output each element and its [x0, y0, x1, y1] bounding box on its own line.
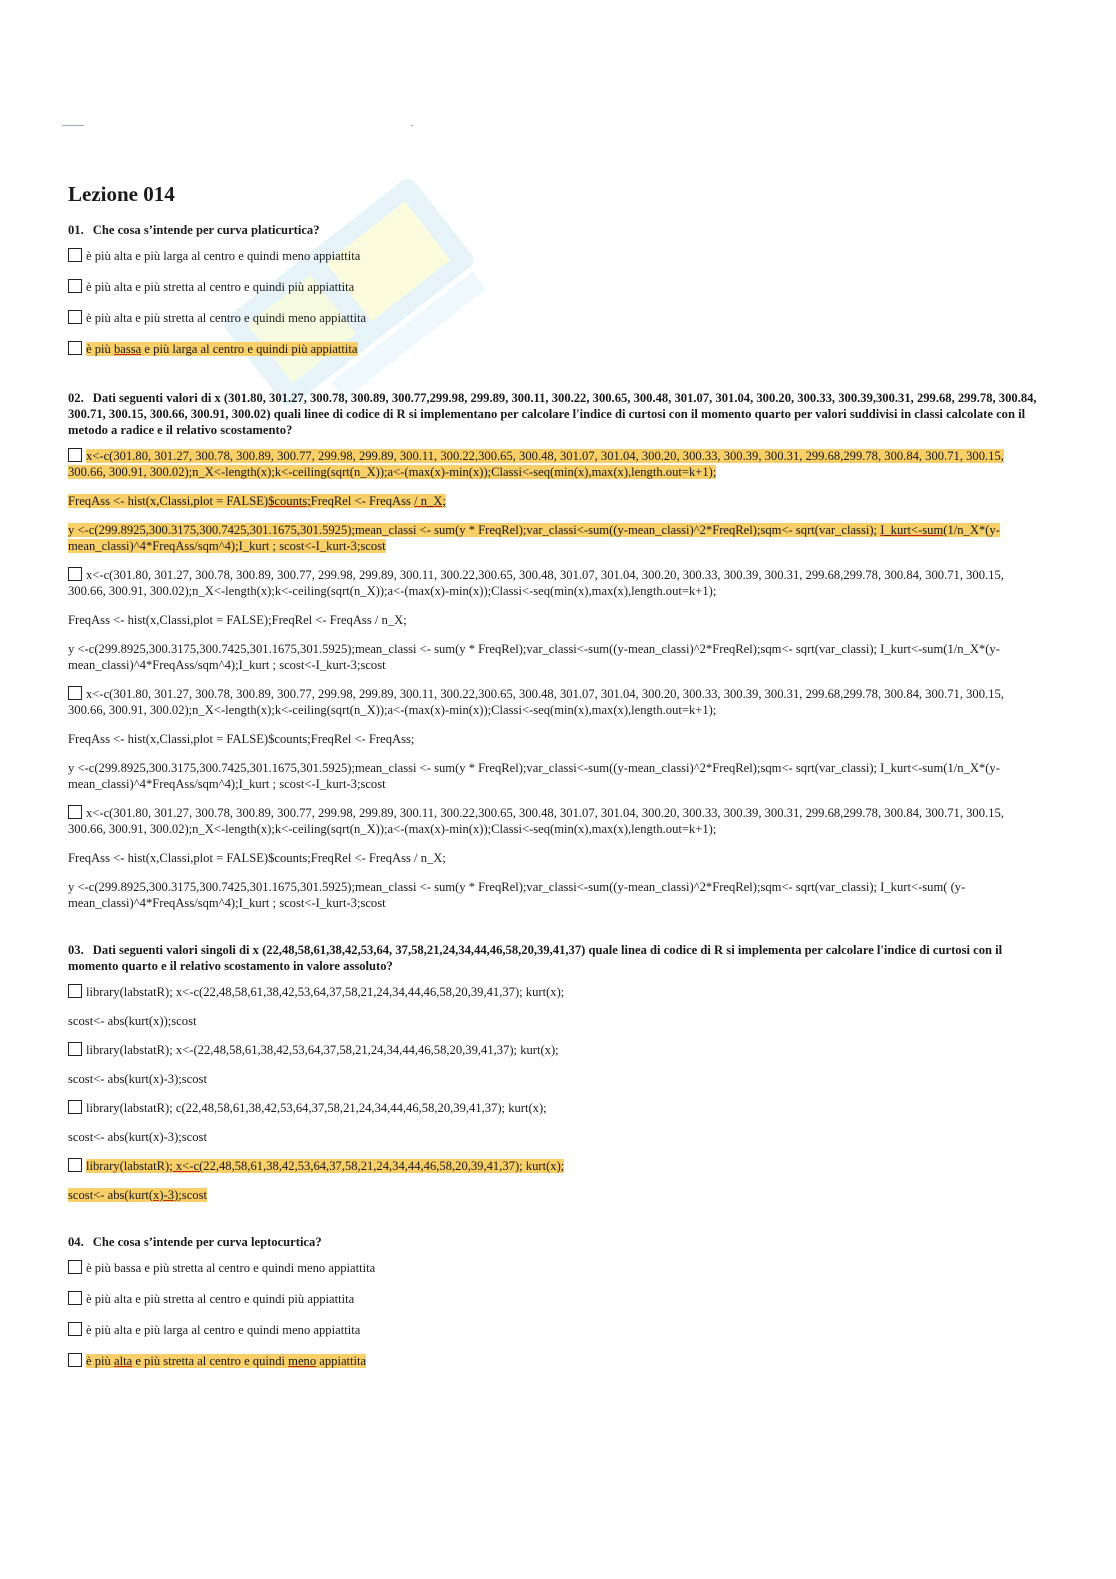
code-text: library(labstatR); x<-c(22,48,58,61,38,42,53,64,37,58,21,24,34,44,46,58,20,39,41,37); kurt(x);: [86, 985, 565, 999]
q2-option-2-line-3: y <-c(299.8925,300.3175,300.7425,301.1675,301.5925);mean_classi <- sum(y * FreqRel);var_classi<-sum((y-mean_classi)^2*FreqRel);sqm<- sqrt(var_classi); I_kurt<-sum(1/n_X*(y-mean_classi)^4*FreqAss/sqm^4);I_kurt ; scost<-I_kurt-3;scost: [68, 642, 1000, 672]
code-text: x<-c(301.80, 301.27, 300.78, 300.89, 300.77, 299.98, 299.89, 300.11, 300.22,300.65, 300.48, 301.07, 301.04, 300.20, 300.33, 300.39, 300.31, 299.68,299.78, 300.84, 300.71, 300.15, 300.66, 300.91, 300.02);n_X<-length(x);k<-ceiling(sqrt(n_X));a<-(max(x)-min(x));Classi<-seq(min(x),max(x),length.out=k+1);: [68, 568, 1004, 598]
checkbox[interactable]: [68, 1291, 82, 1305]
answer-underlined: bassa: [113, 342, 142, 356]
q2-option-correct[interactable]: [68, 448, 1043, 480]
lesson-title: Lezione 014: [68, 182, 175, 206]
spacer: [68, 924, 1043, 942]
q4-option-2[interactable]: [68, 1291, 1043, 1307]
answer-part: è più: [86, 1354, 114, 1368]
q1-option-1[interactable]: [68, 248, 1043, 264]
checkbox[interactable]: [68, 1100, 82, 1114]
q4-option-correct[interactable]: [68, 1353, 1043, 1369]
q2-option-4[interactable]: [68, 805, 1043, 837]
checkbox[interactable]: [68, 279, 82, 293]
code-part: FreqRel <- FreqAss: [310, 494, 415, 508]
q2-option-4-line-2: FreqAss <- hist(x,Classi,plot = FALSE)$counts;FreqRel <- FreqAss / n_X;: [68, 851, 446, 865]
checkbox[interactable]: [68, 248, 82, 262]
q4-option-3[interactable]: [68, 1322, 1043, 1338]
highlighted-code: x<-c(301.80, 301.27, 300.78, 300.89, 300.77, 299.98, 299.89, 300.11, 300.22,300.65, 300.48, 301.07, 301.04, 300.20, 300.33, 300.39, 300.31, 299.68,299.78, 300.84, 300.71, 300.15, 300.66, 300.91, 300.02);n_X<-length(x);k<-ceiling(sqrt(n_X));a<-(max(x)-min(x));Classi<-seq(min(x),max(x),length.out=k+1);: [68, 449, 1004, 479]
q2-correct-line-3: [68, 522, 1043, 554]
code-text: library(labstatR); c(22,48,58,61,38,42,53,64,37,58,21,24,34,44,46,58,20,39,41,37); kurt(x);: [86, 1101, 547, 1115]
code-underlined: $counts;: [268, 494, 311, 508]
checkbox[interactable]: [68, 1353, 82, 1367]
option-text: è più alta e più larga al centro e quindi meno appiattita: [86, 1323, 361, 1337]
code-part: (1/n_X*(y-mean_classi)^4*FreqAss/sqm^4);I_kurt ; scost<-I_kurt-3;scost: [68, 523, 1000, 553]
answer-underlined: meno: [288, 1354, 317, 1368]
question-4: [68, 1234, 1043, 1250]
code-part: 22,48,58,61,38,42,53,64,37,58,21,24,34,44,46,58,20,39,41,37); kurt(x);: [203, 1159, 565, 1173]
answer-part: appiattita: [316, 1354, 367, 1368]
q1-option-2[interactable]: [68, 279, 1043, 295]
option-text: è più alta e più larga al centro e quindi meno appiattita: [86, 249, 361, 263]
q3-option-2[interactable]: [68, 1042, 1043, 1058]
q3-option-3-line-2: scost<- abs(kurt(x)-3);scost: [68, 1130, 207, 1144]
header-rule-left: [62, 125, 84, 126]
content: [68, 180, 1043, 1384]
checkbox[interactable]: [68, 805, 82, 819]
q3-option-3[interactable]: [68, 1100, 1043, 1116]
q1-option-correct[interactable]: [68, 341, 1043, 357]
q2-option-4-line-3: y <-c(299.8925,300.3175,300.7425,301.1675,301.5925);mean_classi <- sum(y * FreqRel);var_classi<-sum((y-mean_classi)^2*FreqRel);sqm<- sqrt(var_classi); I_kurt<-sum( (y-mean_classi)^4*FreqAss/sqm^4);I_kurt ; scost<-I_kurt-3;scost: [68, 880, 966, 910]
question-text: Che cosa s’intende per curva platicurtica?: [92, 223, 320, 237]
code-text: x<-c(301.80, 301.27, 300.78, 300.89, 300.77, 299.98, 299.89, 300.11, 300.22,300.65, 300.48, 301.07, 301.04, 300.20, 300.33, 300.39, 300.31, 299.68,299.78, 300.84, 300.71, 300.15, 300.66, 300.91, 300.02);n_X<-length(x);k<-ceiling(sqrt(n_X));a<-(max(x)-min(x));Classi<-seq(min(x),max(x),length.out=k+1);: [68, 806, 1004, 836]
highlighted-code: [86, 1159, 564, 1173]
checkbox[interactable]: [68, 1260, 82, 1274]
q2-option-2-line-2: FreqAss <- hist(x,Classi,plot = FALSE);FreqRel <- FreqAss / n_X;: [68, 613, 407, 627]
checkbox[interactable]: [68, 341, 82, 355]
spacer: [68, 372, 1043, 390]
option-text: è più alta e più stretta al centro e quindi più appiattita: [86, 280, 355, 294]
checkbox[interactable]: [68, 1158, 82, 1172]
code-underlined: / n_X;: [414, 494, 446, 508]
question-3: [68, 942, 1043, 974]
checkbox[interactable]: [68, 1322, 82, 1336]
code-text: library(labstatR); x<-(22,48,58,61,38,42,53,64,37,58,21,24,34,44,46,58,20,39,41,37); kurt(x);: [86, 1043, 559, 1057]
code-text: x<-c(301.80, 301.27, 300.78, 300.89, 300.77, 299.98, 299.89, 300.11, 300.22,300.65, 300.48, 301.07, 301.04, 300.20, 300.33, 300.39, 300.31, 299.68,299.78, 300.84, 300.71, 300.15, 300.66, 300.91, 300.02);n_X<-length(x);k<-ceiling(sqrt(n_X));a<-(max(x)-min(x));Classi<-seq(min(x),max(x),length.out=k+1);: [68, 687, 1004, 717]
question-1: [68, 222, 1043, 238]
question-text: Dati seguenti valori di x (301.80, 301.27, 300.78, 300.89, 300.77,299.98, 299.89, 300.11, 300.22, 300.65, 300.48, 301.07, 301.04, 300.20, 300.33, 300.39,300.31, 299.68, 299.78, 300.84, 300.71, 300.15, 300.66, 300.91, 300.02) quali linee di codice di R si implementano per calcolare l'indice di curtosi con il momento quarto per valori suddivisi in classi calcolate con il metodo a radice e il relativo scostamento?: [68, 391, 1037, 437]
answer-underlined: alta: [113, 1354, 133, 1368]
q2-option-3[interactable]: [68, 686, 1043, 718]
q2-option-2[interactable]: [68, 567, 1043, 599]
checkbox[interactable]: [68, 686, 82, 700]
q2-option-3-line-3: y <-c(299.8925,300.3175,300.7425,301.1675,301.5925);mean_classi <- sum(y * FreqRel);var_classi<-sum((y-mean_classi)^2*FreqRel);sqm<- sqrt(var_classi); I_kurt<-sum(1/n_X*(y-mean_classi)^4*FreqAss/sqm^4);I_kurt ; scost<-I_kurt-3;scost: [68, 761, 1000, 791]
code-part: library(labstatR);: [86, 1159, 173, 1173]
checkbox[interactable]: [68, 448, 82, 462]
checkbox[interactable]: [68, 310, 82, 324]
answer-part: è più: [86, 342, 114, 356]
q3-option-2-line-2: scost<- abs(kurt(x)-3);scost: [68, 1072, 207, 1086]
option-text: è più alta e più stretta al centro e quindi meno appiattita: [86, 311, 367, 325]
q2-correct-line-2: [68, 493, 1043, 509]
q3-option-correct[interactable]: [68, 1158, 1043, 1174]
highlighted-code: [68, 494, 446, 508]
question-2: [68, 390, 1043, 438]
question-number: 03.: [68, 943, 84, 957]
checkbox[interactable]: [68, 1042, 82, 1056]
q3-option-1-line-2: scost<- abs(kurt(x));scost: [68, 1014, 197, 1028]
option-text: è più bassa e più stretta al centro e quindi meno appiattita: [86, 1261, 376, 1275]
spacer: [68, 1216, 1043, 1234]
code-part: y <-c(299.8925,300.3175,300.7425,301.1675,301.5925);mean_classi <- sum(y * FreqRel);var_classi<-sum((y-mean_classi)^2*FreqRel);sqm<- sqrt(var_classi);: [68, 523, 881, 537]
q3-option-1[interactable]: [68, 984, 1043, 1000]
checkbox[interactable]: [68, 984, 82, 998]
question-number: 02.: [68, 391, 84, 405]
q2-option-3-line-2: FreqAss <- hist(x,Classi,plot = FALSE)$counts;FreqRel <- FreqAss;: [68, 732, 415, 746]
code-part: FreqAss <- hist(x,Classi,plot = FALSE): [68, 494, 269, 508]
code-underlined: x<-c(: [172, 1159, 204, 1173]
question-number: 01.: [68, 223, 84, 237]
question-text: Dati seguenti valori singoli di x (22,48,58,61,38,42,53,64, 37,58,21,24,34,44,46,58,20,39,41,37) quale linea di codice di R si implementa per calcolare l'indice di curtosi con il momento quarto e il relativo scostamento in valore assoluto?: [68, 943, 1003, 973]
option-text: è più alta e più stretta al centro e quindi più appiattita: [86, 1292, 355, 1306]
highlighted-answer: [86, 342, 358, 356]
answer-part: e più stretta al centro e quindi: [132, 1354, 289, 1368]
code-underlined: I_kurt<-sum: [880, 523, 944, 537]
highlighted-code: [68, 523, 1000, 553]
question-text: Che cosa s’intende per curva leptocurtica?: [92, 1235, 322, 1249]
highlighted-code: [68, 1188, 207, 1202]
code-part: ;scost: [178, 1188, 207, 1202]
question-number: 04.: [68, 1235, 84, 1249]
q1-option-3[interactable]: [68, 310, 1043, 326]
code-part: scost<- abs(kurt(: [68, 1188, 154, 1202]
highlighted-answer: [86, 1354, 366, 1368]
header-rule-mark: [411, 125, 413, 126]
q3-correct-line-2: [68, 1187, 1043, 1203]
checkbox[interactable]: [68, 567, 82, 581]
answer-part: e più larga al centro e quindi più appiattita: [141, 342, 358, 356]
q4-option-1[interactable]: [68, 1260, 1043, 1276]
code-underlined: x)-3): [153, 1188, 179, 1202]
